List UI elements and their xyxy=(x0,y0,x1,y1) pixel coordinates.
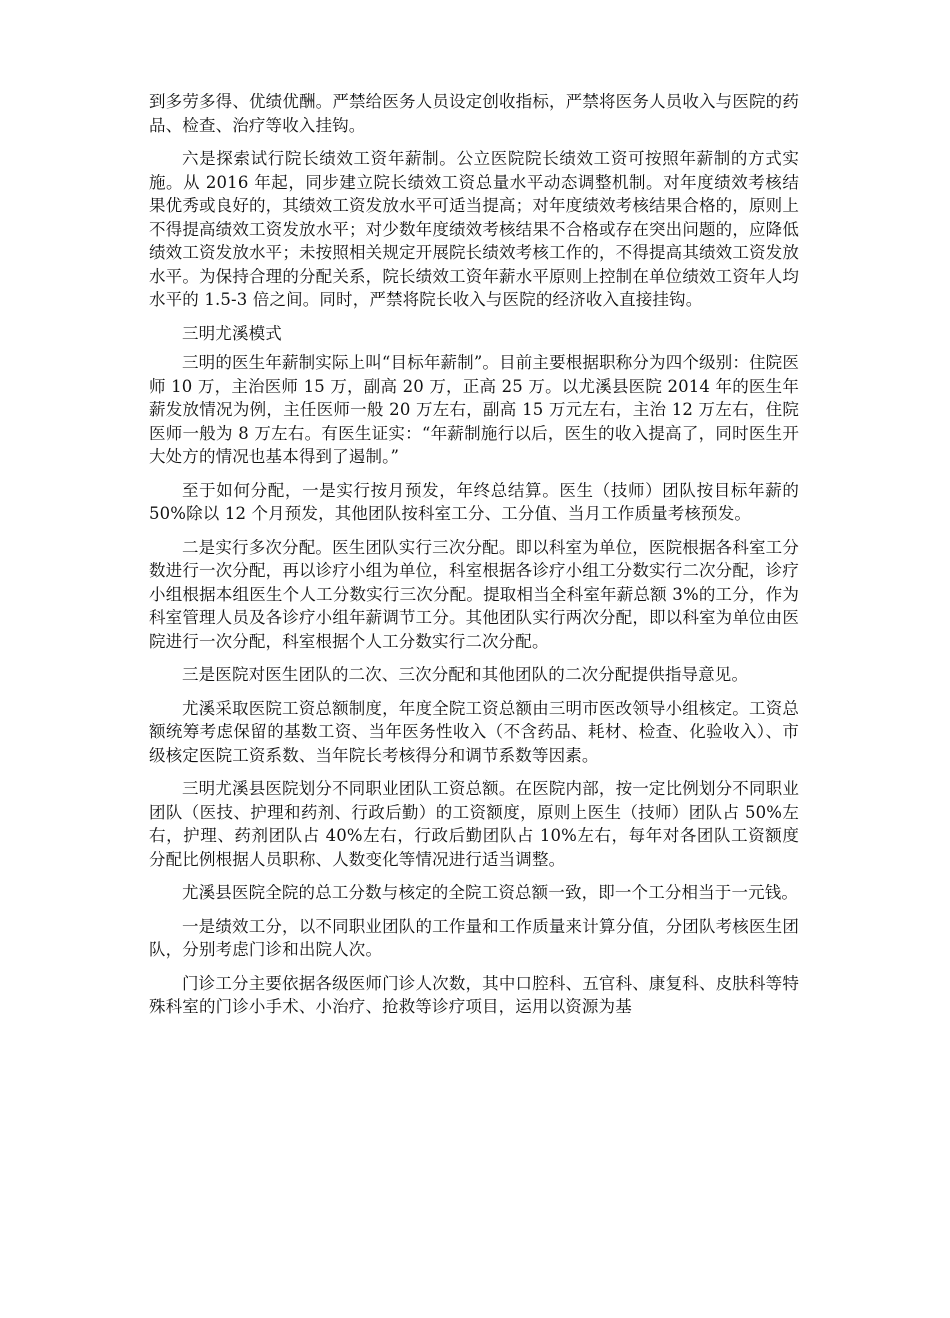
paragraph-1: 到多劳多得、优绩优酬。严禁给医务人员设定创收指标，严禁将医务人员收入与医院的药品、检查、治疗等收入挂钩。 xyxy=(149,92,799,135)
paragraph-4: 至于如何分配，一是实行按月预发，年终总结算。医生（技师）团队按目标年薪的 50%除以 12 个月预发，其他团队按科室工分、工分值、当月工作质量考核预发。 xyxy=(149,480,799,523)
paragraph-11: 门诊工分主要依据各级医师门诊人次数，其中口腔科、五官科、康复科、皮肤科等特殊科室的门诊小手术、小治疗、抢救等诊疗项目，运用以资源为基 xyxy=(149,973,799,1016)
paragraph-2: 六是探索试行院长绩效工资年薪制。公立医院院长绩效工资可按照年薪制的方式实施。从 2016 年起，同步建立院长绩效工资总量水平动态调整机制。对年度绩效考核结果优秀或良好的，其绩效工资发放水平可适当提高；对年度绩效考核结果合格的，原则上不得提高绩效工资发放水平；对少数年度绩效考核结果不合格或存在突出问题的，应降低绩效工资发放水平；未按照相关规定开展院长绩效考核工作的，不得提高其绩效工资发放水平。为保持合理的分配关系，院长绩效工资年薪水平原则上控制在单位绩效工资年人均水平的 1.5-3 倍之间。同时，严禁将院长收入与医院的经济收入直接挂钩。 xyxy=(149,149,799,309)
paragraph-9: 尤溪县医院全院的总工分数与核定的全院工资总额一致，即一个工分相当于一元钱。 xyxy=(182,883,799,902)
paragraph-3: 三明的医生年薪制实际上叫“目标年薪制”。目前主要根据职称分为四个级别：住院医师 10 万，主治医师 15 万，副高 20 万，正高 25 万。以尤溪县医院 2014 年的医生年薪发放情况为例，主任医师一般 20 万左右，副高 15 万元左右，主治 12 万左右，住院医师一般为 8 万左右。有医生证实：“年薪制施行以后，医生的收入提高了，同时医生开大处方的情况也基本得到了遏制。” xyxy=(149,353,799,466)
document-page xyxy=(149,90,799,1029)
paragraph-5: 二是实行多次分配。医生团队实行三次分配。即以科室为单位，医院根据各科室工分数进行一次分配，再以诊疗小组为单位，科室根据各诊疗小组工分数实行二次分配，诊疗小组根据本组医生个人工分数实行三次分配。提取相当全科室年薪总额 3%的工分，作为科室管理人员及各诊疗小组年薪调节工分。其他团队实行两次分配，即以科室为单位由医院进行一次分配，科室根据个人工分数实行二次分配。 xyxy=(149,537,799,651)
paragraph-6: 三是医院对医生团队的二次、三次分配和其他团队的二次分配提供指导意见。 xyxy=(182,665,749,684)
paragraph-7: 尤溪采取医院工资总额制度，年度全院工资总额由三明市医改领导小组核定。工资总额统筹考虑保留的基数工资、当年医务性收入（不含药品、耗材、检查、化验收入）、市级核定医院工资系数、当年院长考核得分和调节系数等因素。 xyxy=(149,698,799,765)
paragraph-8: 三明尤溪县医院划分不同职业团队工资总额。在医院内部，按一定比例划分不同职业团队（医技、护理和药剂、行政后勤）的工资额度，原则上医生（技师）团队占 50%左右，护理、药剂团队占 40%左右，行政后勤团队占 10%左右，每年对各团队工资额度分配比例根据人员职称、人数变化等情况进行适当调整。 xyxy=(149,779,799,869)
section-heading: 三明尤溪模式 xyxy=(182,323,282,343)
paragraph-10: 一是绩效工分，以不同职业团队的工作量和工作质量来计算分值，分团队考核医生团队，分别考虑门诊和出院人次。 xyxy=(149,916,799,959)
